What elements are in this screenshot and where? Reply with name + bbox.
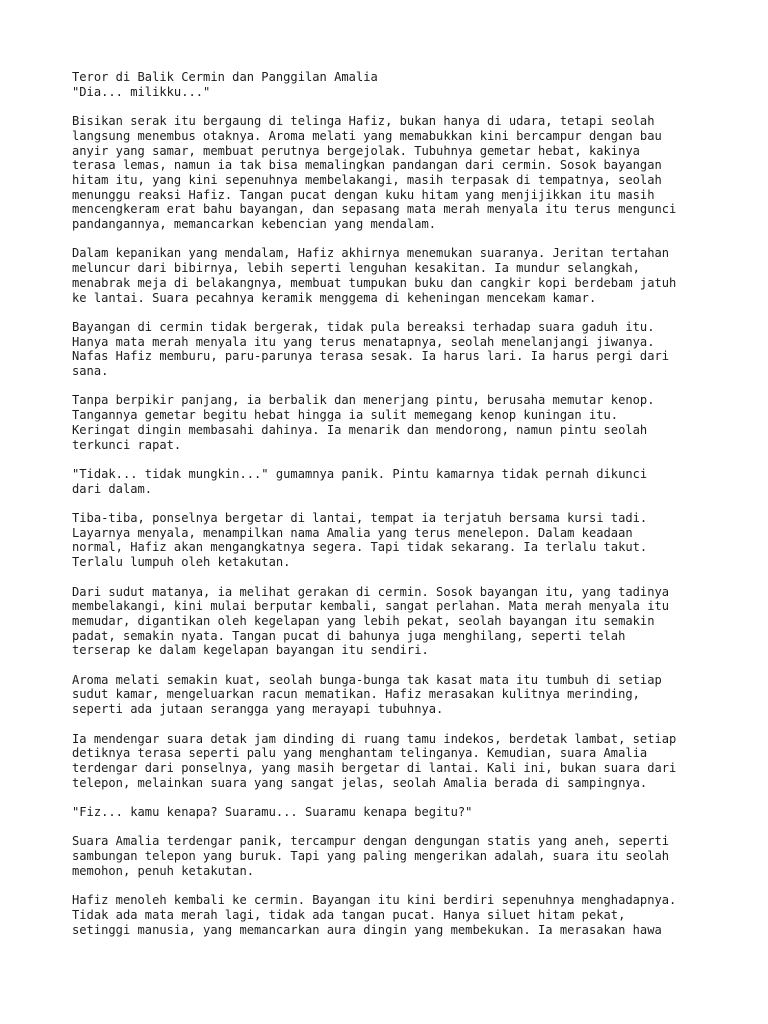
text-line: Dari sudut matanya, ia melihat gerakan di cermin. Sosok bayangan itu, yang tadinya [72,584,670,599]
text-line: normal, Hafiz akan mengangkatnya segera. Tapi tidak sekarang. Ia terlalu takut. [72,540,648,555]
text-line: sambungan telepon yang buruk. Tapi yang paling mengerikan adalah, suara itu seolah [72,849,670,864]
document-header [72,70,708,99]
text-line: "Fiz... kamu kenapa? Suaramu... Suaramu kenapa begitu?" [72,805,473,819]
body-paragraph [72,673,708,717]
text-line: dari dalam. [72,481,153,496]
text-line: telepon, melainkan suara yang sangat jelas, seolah Amalia berada di sampingnya. [72,775,648,790]
text-line: Ia mendengar suara detak jam dinding di ruang tamu indekos, berdetak lambat, setiap [72,731,677,746]
body-paragraph [72,467,708,496]
text-line: hitam itu, yang kini sepenuhnya membelakangi, masih terpasak di tempatnya, seolah [72,172,662,187]
text-line: memudar, digantikan oleh kegelapan yang lebih pekat, seolah bayangan itu semakin [72,613,655,628]
text-line: setinggi manusia, yang memancarkan aura dingin yang membekukan. Ia merasakan hawa [72,922,662,937]
text-line: Aroma melati semakin kuat, seolah bunga-bunga tak kasat mata itu tumbuh di setiap [72,672,662,687]
body-paragraph [72,511,708,570]
text-line: terkunci rapat. [72,437,182,452]
text-line: Hafiz menoleh kembali ke cermin. Bayangan itu kini berdiri sepenuhnya menghadapnya. [72,893,677,908]
text-line: Keringat dingin membasahi dahinya. Ia menarik dan mendorong, namun pintu seolah [72,422,648,437]
text-line: Dalam kepanikan yang mendalam, Hafiz akhirnya menemukan suaranya. Jeritan tertahan [72,246,670,261]
text-line: terserap ke dalam kegelapan bayangan itu sendiri. [72,643,429,658]
body-paragraph [72,893,708,937]
text-line: "Tidak... tidak mungkin..." gumamnya panik. Pintu kamarnya tidak pernah dikunci [72,466,648,481]
body-paragraph [72,320,708,379]
text-line: memohon, penuh ketakutan. [72,863,255,878]
text-line: padat, semakin nyata. Tangan pucat di bahunya juga menghilang, seperti telah [72,628,626,643]
text-line: seperti ada jutaan serangga yang merayapi tubuhnya. [72,702,444,717]
text-line: Nafas Hafiz memburu, paru-parunya terasa sesak. Ia harus lari. Ia harus pergi dari [72,349,670,364]
document-title: Teror di Balik Cermin dan Panggilan Amalia [72,70,378,84]
text-line: Tangannya gemetar begitu hebat hingga ia sulit memegang kenop kuningan itu. [72,408,619,423]
body-paragraph [72,114,708,232]
document-subtitle: "Dia... milikku..." [72,84,211,99]
body-paragraph [72,393,708,452]
text-line: langsung menembus otaknya. Aroma melati yang memabukkan kini bercampur dengan bau [72,128,662,143]
body-paragraph [72,732,708,791]
text-line: Terlalu lumpuh oleh ketakutan. [72,555,291,570]
text-line: menunggu reaksi Hafiz. Tangan pucat dengan kuku hitam yang menjijikkan itu masih [72,187,655,202]
text-line: sudut kamar, mengeluarkan racun mematikan. Hafiz merasakan kulitnya merinding, [72,687,640,702]
text-line: meluncur dari bibirnya, lebih seperti lenguhan kesakitan. Ia mundur selangkah, [72,261,640,276]
text-line: anyir yang samar, membuat perutnya bergejolak. Tubuhnya gemetar hebat, kakinya [72,143,640,158]
body-paragraph [72,246,708,305]
text-line: ke lantai. Suara pecahnya keramik menggema di keheningan mencekam kamar. [72,290,597,305]
text-line: mencengkeram erat bahu bayangan, dan sepasang mata merah menyala itu terus mengunci [72,202,677,217]
text-line: membelakangi, kini mulai berputar kembali, sangat perlahan. Mata merah menyala itu [72,599,670,614]
text-line: Tidak ada mata merah lagi, tidak ada tangan pucat. Hanya siluet hitam pekat, [72,907,626,922]
text-line: Hanya mata merah menyala itu yang terus menatapnya, seolah menelanjangi jiwanya. [72,334,655,349]
text-line: Layarnya menyala, menampilkan nama Amalia yang terus menelepon. Dalam keadaan [72,525,633,540]
body-paragraph [72,805,708,820]
text-line: Tanpa berpikir panjang, ia berbalik dan menerjang pintu, berusaha memutar kenop. [72,393,655,408]
document-body [72,114,708,937]
text-line: detiknya terasa seperti palu yang menghantam telinganya. Kemudian, suara Amalia [72,746,648,761]
body-paragraph [72,834,708,878]
text-line: terasa lemas, namun ia tak bisa memalingkan pandangan dari cermin. Sosok bayangan [72,158,662,173]
text-line: Bisikan serak itu bergaung di telinga Hafiz, bukan hanya di udara, tetapi seolah [72,114,655,129]
text-line: pandangannya, memancarkan kebencian yang mendalam. [72,217,437,232]
text-line: Bayangan di cermin tidak bergerak, tidak pula bereaksi terhadap suara gaduh itu. [72,319,655,334]
body-paragraph [72,585,708,659]
text-line: Tiba-tiba, ponselnya bergetar di lantai, tempat ia terjatuh bersama kursi tadi. [72,511,648,525]
text-line: Suara Amalia terdengar panik, tercampur dengan dengungan statis yang aneh, seperti [72,834,670,849]
text-line: menabrak meja di belakangnya, membuat tumpukan buku dan cangkir kopi berdebam jatuh [72,275,677,290]
text-line: terdengar dari ponselnya, yang masih bergetar di lantai. Kali ini, bukan suara dari [72,760,677,775]
text-line: sana. [72,364,109,379]
